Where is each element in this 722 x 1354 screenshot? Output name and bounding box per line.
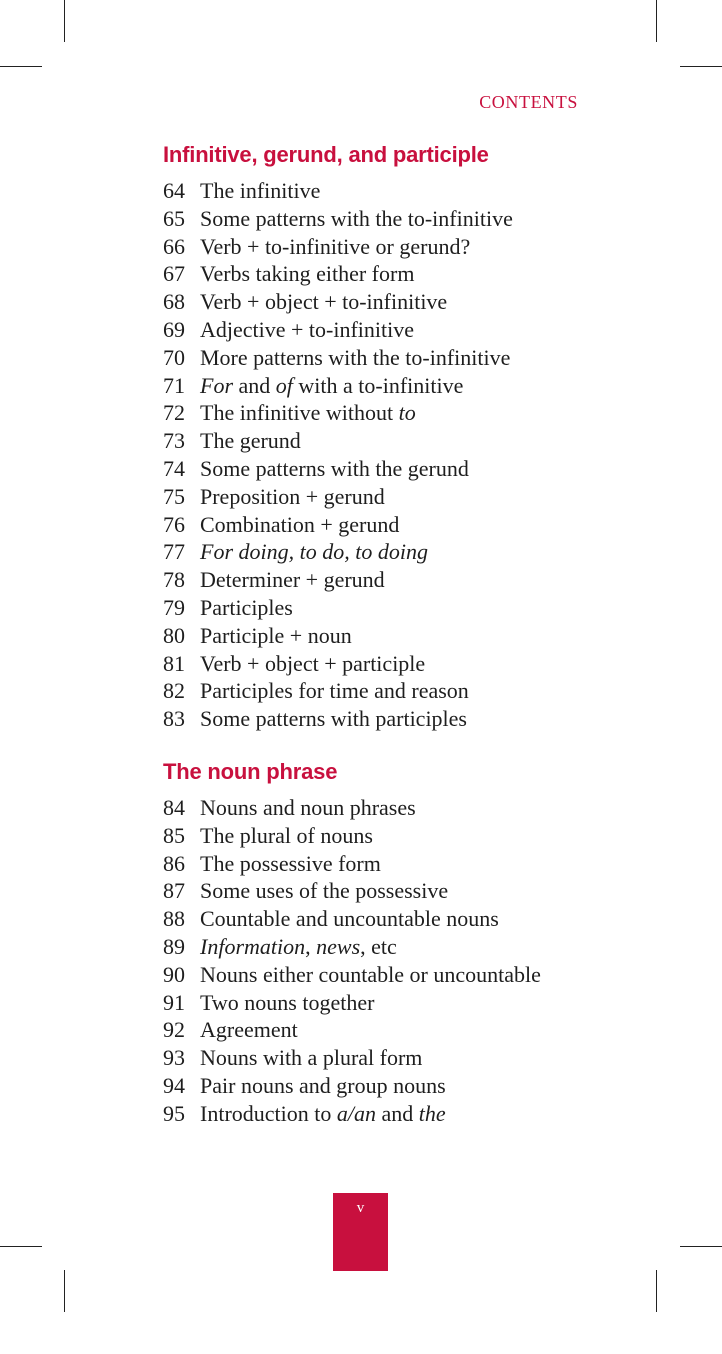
entry-title — [200, 1072, 593, 1100]
contents-entry — [163, 538, 593, 566]
entry-title-italic: For — [200, 372, 233, 398]
contents-entry — [163, 399, 593, 427]
contents-entry — [163, 455, 593, 483]
contents-entry — [163, 850, 593, 878]
entry-number: 88 — [163, 906, 185, 932]
entry-number: 72 — [163, 400, 185, 426]
contents-entry — [163, 933, 593, 961]
contents-entry — [163, 344, 593, 372]
entry-number: 78 — [163, 567, 185, 593]
entry-number: 93 — [163, 1045, 185, 1071]
entry-title-text: Agreement — [200, 1017, 298, 1043]
entry-title-text: Nouns either countable or uncountable — [200, 961, 541, 987]
entry-title-text: Nouns and noun phrases — [200, 795, 416, 820]
section-title: Infinitive, gerund, and participle — [163, 142, 489, 167]
entry-title — [200, 1016, 593, 1044]
crop-mark — [0, 1246, 42, 1247]
entry-title-text: Pair nouns and group nouns — [200, 1072, 446, 1098]
contents-entry — [163, 677, 593, 705]
entry-number: 95 — [163, 1100, 185, 1126]
entry-title — [200, 344, 593, 372]
entry-title-text: More patterns with the to-infinitive — [200, 344, 511, 370]
running-head: CONTENTS — [479, 92, 578, 112]
entry-title — [200, 822, 593, 850]
contents-entry — [163, 566, 593, 594]
entry-number: 66 — [163, 233, 185, 259]
contents-entry — [163, 483, 593, 511]
entry-number: 68 — [163, 289, 185, 315]
entry-number: 71 — [163, 372, 185, 398]
entry-number: 74 — [163, 455, 185, 481]
entry-title-italic: of — [275, 372, 293, 398]
entry-title-text: Combination + gerund — [200, 511, 400, 537]
entry-title-text: , etc — [360, 933, 397, 959]
entry-title-text: Adjective + to-infinitive — [200, 316, 415, 342]
entry-title — [200, 677, 593, 705]
entry-number: 76 — [163, 511, 185, 537]
entry-number: 79 — [163, 594, 185, 620]
crop-mark — [64, 0, 65, 42]
contents-entry — [163, 1072, 593, 1100]
entry-title — [200, 455, 593, 483]
entry-number: 77 — [163, 539, 185, 565]
contents-entry — [163, 794, 593, 822]
entry-title — [200, 905, 593, 933]
page-number: v — [333, 1193, 388, 1271]
entry-title — [200, 399, 593, 427]
entry-title — [200, 622, 593, 650]
contents-entry — [163, 260, 593, 288]
entry-title — [200, 794, 593, 822]
entry-title-text: The plural of nouns — [200, 822, 373, 848]
entry-title — [200, 850, 593, 878]
entry-number: 65 — [163, 205, 185, 231]
entry-title-text: Some uses of the possessive — [200, 878, 449, 904]
entry-title-text: Two nouns together — [200, 989, 375, 1015]
contents-entry — [163, 905, 593, 933]
entry-number: 94 — [163, 1072, 185, 1098]
entry-title — [200, 316, 593, 344]
contents-entry — [163, 1044, 593, 1072]
entry-title-text: Participles — [200, 594, 293, 620]
entry-number: 82 — [163, 678, 185, 704]
entry-title-text: Introduction to — [200, 1100, 337, 1126]
entry-title-text: , — [305, 933, 317, 959]
entry-title-text: Preposition + gerund — [200, 483, 385, 509]
contents-entry — [163, 316, 593, 344]
entry-number: 81 — [163, 650, 185, 676]
entry-title — [200, 177, 593, 205]
entry-title — [200, 961, 593, 989]
entry-number: 87 — [163, 878, 185, 904]
contents-entry — [163, 822, 593, 850]
crop-mark — [656, 1270, 657, 1312]
contents-entry — [163, 1100, 593, 1128]
entry-title-text: Verb + to-infinitive or gerund? — [200, 233, 471, 259]
entry-title-text: The possessive form — [200, 850, 381, 876]
entry-title — [200, 566, 593, 594]
entry-title-text: Participle + noun — [200, 622, 352, 648]
contents-entry — [163, 989, 593, 1017]
entry-title-text: Verb + object + participle — [200, 650, 426, 676]
entry-title-text: Some patterns with participles — [200, 706, 467, 732]
entry-title-text: Participles for time and reason — [200, 678, 469, 704]
section-title: The noun phrase — [163, 759, 338, 784]
entry-title-text: The infinitive — [200, 178, 321, 203]
entry-title-text: Verbs taking either form — [200, 261, 415, 287]
entry-title-text: Determiner + gerund — [200, 567, 385, 593]
entry-title-text: with a to-infinitive — [292, 372, 464, 398]
entry-title-italic: a/an — [336, 1100, 376, 1126]
entry-title-text: Some patterns with the gerund — [200, 455, 469, 481]
entry-title-text: and — [376, 1100, 419, 1126]
entry-title-text: and — [233, 372, 276, 398]
contents-entry — [163, 877, 593, 905]
entry-title — [200, 1044, 593, 1072]
entry-title-text: Nouns with a plural form — [200, 1045, 423, 1071]
crop-mark — [680, 66, 722, 67]
entry-number: 86 — [163, 850, 185, 876]
entry-title — [200, 989, 593, 1017]
contents-entry — [163, 1016, 593, 1044]
entry-title-text: Verb + object + to-infinitive — [200, 289, 448, 315]
contents-entry — [163, 705, 593, 733]
entry-number: 91 — [163, 989, 185, 1015]
contents-entry — [163, 427, 593, 455]
entry-title — [200, 511, 593, 539]
crop-mark — [0, 66, 42, 67]
crop-mark — [656, 0, 657, 42]
entry-title — [200, 933, 593, 961]
entry-title — [200, 260, 593, 288]
crop-mark — [64, 1270, 65, 1312]
entry-title-italic: Information — [200, 933, 306, 959]
entry-number: 92 — [163, 1017, 185, 1043]
entry-title — [200, 233, 593, 261]
entry-title-italic: to — [398, 400, 416, 426]
entry-title — [200, 594, 593, 622]
crop-mark — [680, 1246, 722, 1247]
entry-title-italic: news — [316, 933, 361, 959]
contents-entry — [163, 177, 593, 205]
contents-entry — [163, 650, 593, 678]
entry-number: 69 — [163, 316, 185, 342]
contents-entry — [163, 511, 593, 539]
section-infinitive-gerund-participle — [163, 141, 593, 733]
entry-title-italic: For doing, to do, to doing — [200, 539, 428, 565]
entry-title-italic: the — [418, 1100, 446, 1126]
entry-title — [200, 483, 593, 511]
entry-number: 89 — [163, 933, 185, 959]
entry-title — [200, 205, 593, 233]
entry-title — [200, 877, 593, 905]
entry-title-text: Some patterns with the to-infinitive — [200, 205, 513, 231]
contents-entry — [163, 205, 593, 233]
entry-number: 67 — [163, 261, 185, 287]
entry-title-text: The gerund — [200, 428, 301, 454]
contents-entry — [163, 594, 593, 622]
entry-number: 64 — [163, 178, 185, 203]
contents-list — [163, 794, 593, 1128]
entry-title — [200, 538, 593, 566]
entry-number: 73 — [163, 428, 185, 454]
entry-title — [200, 288, 593, 316]
contents-entry — [163, 622, 593, 650]
entry-title-text: Countable and uncountable nouns — [200, 906, 499, 932]
entry-title — [200, 1100, 593, 1128]
entry-number: 80 — [163, 622, 185, 648]
entry-title — [200, 650, 593, 678]
contents-entry — [163, 233, 593, 261]
entry-title — [200, 372, 593, 400]
entry-title — [200, 427, 593, 455]
contents-entry — [163, 372, 593, 400]
entry-number: 83 — [163, 706, 185, 732]
entry-title — [200, 705, 593, 733]
contents-list — [163, 177, 593, 733]
contents-entry — [163, 961, 593, 989]
section-noun-phrase — [163, 758, 593, 1128]
entry-number: 85 — [163, 822, 185, 848]
entry-number: 70 — [163, 344, 185, 370]
contents-entry — [163, 288, 593, 316]
entry-number: 90 — [163, 961, 185, 987]
entry-title-text: The infinitive without — [200, 400, 399, 426]
entry-number: 84 — [163, 795, 185, 820]
entry-number: 75 — [163, 483, 185, 509]
